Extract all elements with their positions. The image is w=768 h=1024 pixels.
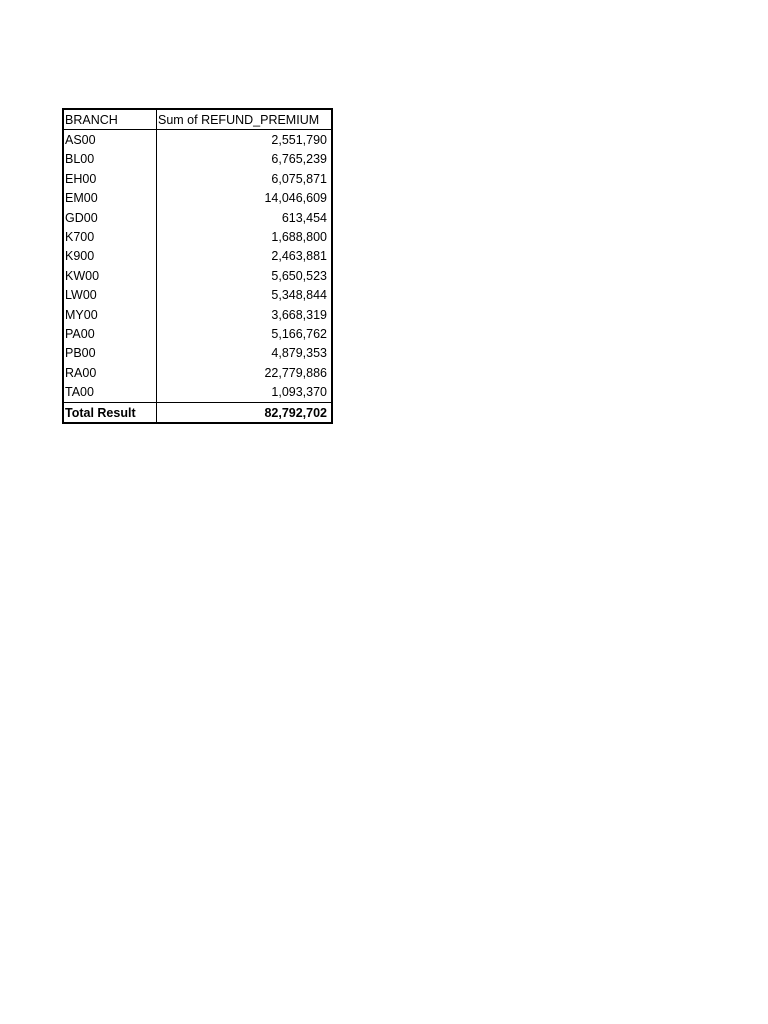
table-row [63, 363, 332, 382]
branch-column-header: BRANCH [63, 109, 157, 130]
sum-cell: 22,779,886 [264, 365, 327, 380]
sum-cell: 6,075,871 [271, 171, 327, 186]
table-row [63, 169, 332, 188]
branch-cell: BL00 [63, 150, 157, 169]
table-row [63, 382, 332, 402]
table-row [63, 189, 332, 208]
branch-cell: EM00 [63, 189, 157, 208]
sum-cell: 5,650,523 [271, 268, 327, 283]
table-row [63, 266, 332, 285]
branch-cell: TA00 [63, 382, 157, 402]
sum-cell: 6,765,239 [271, 152, 327, 167]
branch-cell: RA00 [63, 363, 157, 382]
branch-cell: KW00 [63, 266, 157, 285]
table-row [63, 286, 332, 305]
branch-cell: K900 [63, 247, 157, 266]
table-row [63, 247, 332, 266]
branch-cell: EH00 [63, 169, 157, 188]
table-row [63, 305, 332, 324]
branch-cell: K700 [63, 227, 157, 246]
table-row [63, 130, 332, 150]
branch-cell: MY00 [63, 305, 157, 324]
table-row [63, 324, 332, 343]
branch-cell: PB00 [63, 344, 157, 363]
sum-cell: 4,879,353 [271, 346, 327, 361]
total-row [63, 402, 332, 423]
sum-column-header: Sum of REFUND_PREMIUM [157, 109, 333, 130]
branch-cell: AS00 [63, 130, 157, 150]
branch-cell: PA00 [63, 324, 157, 343]
sum-cell: 613,454 [281, 210, 327, 225]
total-label: Total Result [63, 402, 157, 423]
table-row [63, 344, 332, 363]
table-row [63, 150, 332, 169]
table-row [63, 208, 332, 227]
sum-cell: 5,166,762 [271, 326, 327, 341]
total-sum: 82,792,702 [157, 402, 333, 423]
pivot-table-body [63, 109, 332, 423]
header-row [63, 109, 332, 130]
sum-cell: 2,551,790 [271, 133, 327, 148]
pivot-table [62, 108, 333, 424]
table-row [63, 227, 332, 246]
sum-cell: 1,688,800 [271, 230, 327, 245]
sum-cell: 5,348,844 [271, 288, 327, 303]
sum-cell: 2,463,881 [271, 249, 327, 264]
sum-cell: 14,046,609 [264, 191, 327, 206]
branch-cell: GD00 [63, 208, 157, 227]
branch-cell: LW00 [63, 286, 157, 305]
sum-cell: 1,093,370 [271, 385, 327, 400]
sum-cell: 3,668,319 [271, 307, 327, 322]
